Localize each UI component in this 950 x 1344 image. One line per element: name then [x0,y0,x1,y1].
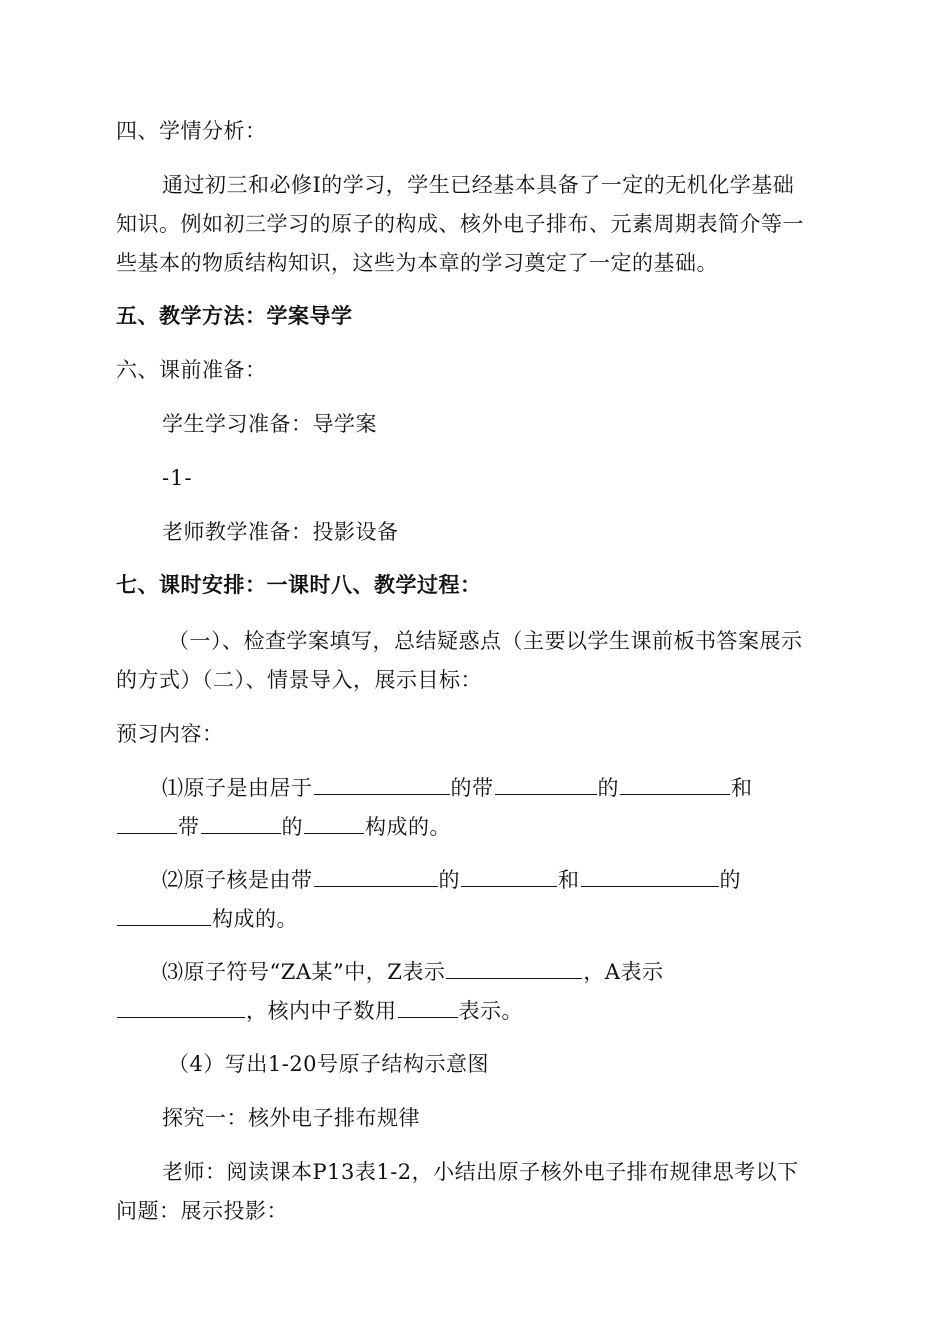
answer-blank [446,958,582,979]
paragraph-line: 通过初三和必修Ⅰ的学习，学生已经基本具备了一定的无机化学基础 [162,173,795,197]
answer-blank [201,813,281,834]
answer-blank [461,866,557,887]
question-text: 的 [597,776,619,800]
explore-title: 探究一：核外电子排布规律 [162,1106,420,1130]
answer-blank [495,774,597,795]
question-2-line-1 [162,865,741,895]
preview-heading: 预习内容： [116,722,224,746]
section-7-heading: 七、课时安排：一课时八、教学过程： [116,572,482,597]
question-text: 和 [558,868,580,892]
question-text: 的带 [450,776,494,800]
question-text: ，核内中子数用 [246,999,397,1023]
answer-blank [117,997,245,1018]
answer-blank [314,774,450,795]
answer-blank [304,813,364,834]
question-2-line-2 [116,904,298,934]
paragraph-line: 知识。例如初三学习的原子的构成、核外电子排布、元素周期表简介等一 [116,212,804,236]
paragraph-line: 老师：阅读课本P13表1-2，小结出原子核外电子排布规律思考以下 [162,1160,799,1184]
question-1-line-1 [162,773,753,803]
question-text: ，A表示 [583,960,664,984]
question-text: 的 [281,815,303,839]
question-text: 的 [438,868,460,892]
answer-blank [117,813,177,834]
paragraph-line: （一）、检查学案填写，总结疑惑点（主要以学生课前板书答案展示 [168,629,803,653]
question-3-line-1 [162,957,664,987]
paragraph-line: 些基本的物质结构知识，这些为本章的学习奠定了一定的基础。 [116,251,718,275]
question-text: 的 [719,868,741,892]
question-text: 表示。 [458,999,523,1023]
section-5-heading: 五、教学方法：学案导学 [116,303,353,328]
question-text: ⑵原子核是由带 [162,868,313,892]
question-text: 构成的。 [365,815,451,839]
question-text: ⑶原子符号“ZA某”中，Z表示 [162,960,446,984]
answer-blank [620,774,730,795]
question-text: ⑴原子是由居于 [162,776,313,800]
teacher-preparation: 老师教学准备：投影设备 [162,520,399,544]
question-1-line-2 [116,812,451,842]
answer-blank [581,866,719,887]
question-3-line-2 [116,996,523,1026]
page-number: -1- [162,466,193,490]
paragraph-line: 的方式）（二）、情景导入，展示目标： [116,668,482,692]
paragraph-line: 问题：展示投影： [116,1199,288,1223]
question-4: （4）写出1-20号原子结构示意图 [168,1052,490,1076]
answer-blank [398,997,458,1018]
question-text: 构成的。 [212,907,298,931]
section-4-heading: 四、学情分析： [116,119,267,143]
question-text: 带 [178,815,200,839]
section-6-heading: 六、课前准备： [116,358,267,382]
answer-blank [117,905,211,926]
question-text: 和 [731,776,753,800]
student-preparation: 学生学习准备：导学案 [162,412,377,436]
answer-blank [314,866,438,887]
